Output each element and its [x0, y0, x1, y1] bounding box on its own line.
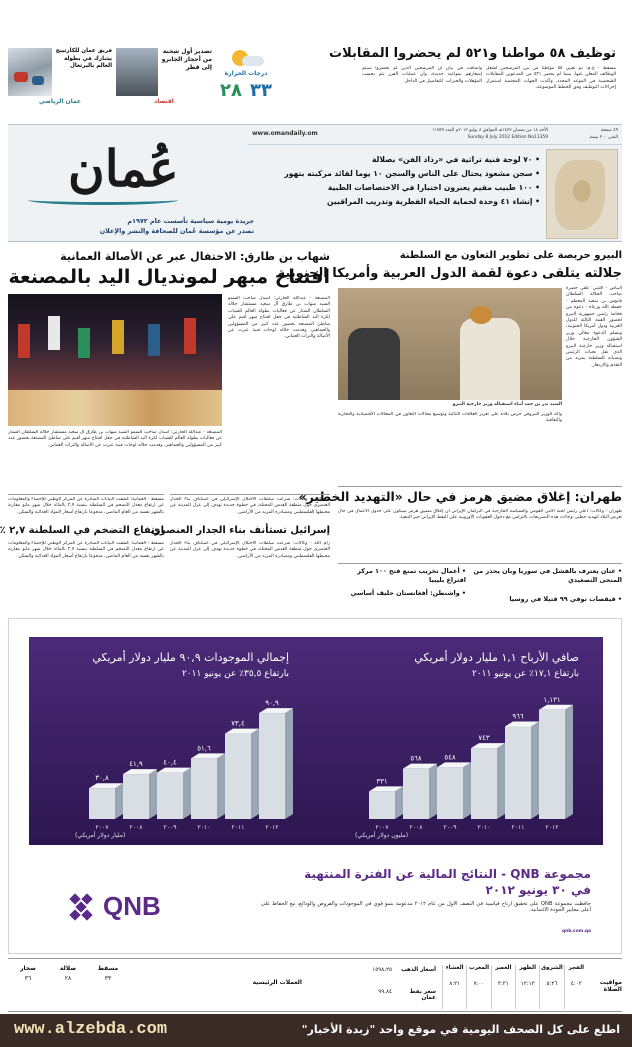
market-box [308, 961, 436, 1011]
chart-bar-side [183, 768, 191, 819]
prayer-time: ٣:٣١ [497, 981, 509, 987]
masthead [8, 124, 622, 242]
tagline2: تصدر عن مؤسسة عُمان للصحافة والنشر والإعلان [99, 227, 254, 235]
inflation-story [0, 494, 164, 612]
prayer-time: ٨:٢١ [449, 981, 461, 987]
chart-value-label: ٩٦٦ [512, 712, 524, 721]
prayer-title: مواقيت الصلاة [599, 979, 622, 993]
chart-bar [369, 791, 395, 819]
masthead-bullets [258, 151, 540, 239]
chart-value-label: ٤١,٩ [129, 760, 143, 769]
chart-category-label: ٢٠٠٧ [375, 824, 389, 831]
logo-text: عُمان [68, 139, 179, 198]
right-photo[interactable] [338, 288, 562, 400]
top-headline[interactable]: توظيف ٥٨ مواطنا و٥٢١ لم يحضروا المقابلات [329, 46, 616, 61]
footer-site[interactable]: www.alzebda.com [14, 1020, 168, 1039]
chart-bar-side [395, 786, 403, 819]
left-story [8, 250, 330, 490]
inflation-headline[interactable]: ارتفاع التضخم في السلطنة ٢,٧ ٪ [0, 525, 164, 536]
chart-bar-side [285, 708, 293, 819]
chart-unit-label: (مليون دولار أمريكي) [355, 832, 409, 839]
prayer-col [564, 965, 588, 1009]
chart-unit-label: (مليار دولار أمريكي) [75, 832, 126, 839]
top-story-text: مسقط - ع.م: تم تعيين ٥٨ مواطنا من بين المرشحين لشغل الوظائف المعلن عنها، بينما لم يحضر ٥٢١ من المدعوين للمقابلات الشخصية في الموعد المحدد، وأكدت الجهات المختصة استمرار إجراءات التوظيف وفق الخطط الموضوعة. [486, 66, 616, 91]
oil-label: سعر نفط عمان [409, 989, 436, 1001]
prayer-time: ١٢:١٣ [520, 981, 535, 987]
footer-tables [8, 958, 622, 1012]
chart-bar-side [429, 764, 437, 819]
city-name: مسقط [97, 965, 119, 972]
ad-chart-band [29, 637, 603, 845]
chart-value-label: ٣٣١ [376, 777, 388, 786]
weather-box [216, 48, 276, 112]
tehran-bullet[interactable]: • أعمال تخريب تمنع فتح ١٠٠ مركز اقتراع بليبيا [357, 567, 466, 584]
prayer-col [466, 965, 490, 1009]
chart-category-label: ٢٠٠٩ [443, 824, 457, 831]
chart-value-label: ٧٤٣ [478, 734, 490, 743]
chart-bar-side [115, 783, 123, 819]
prayer-col [515, 965, 539, 1009]
right-chart [349, 691, 579, 841]
qnb-logo[interactable] [69, 889, 209, 925]
cloud-icon [242, 56, 264, 66]
date-bar [248, 127, 622, 145]
chart-category-label: ٢٠١١ [231, 824, 245, 831]
left-headline[interactable]: افتتاح مبهر لمونديال اليد بالمصنعة [8, 266, 330, 288]
israel-body: رام الله - وكالات: شرعت سلطات الاحتلال الإسرائيلي في استئناف بناء الجدار العنصري حول منطقة القدس المحتلة، في خطوة جديدة تهدف إلى عزل المدينة عن محيطها الفلسطيني ومصادرة المزيد من الأراضي. [170, 541, 330, 559]
chart-value-label: ٥٦٨ [410, 754, 422, 763]
city-temp: ٣٦ [24, 975, 32, 982]
chart-category-label: ٢٠٠٨ [129, 824, 143, 831]
prayer-name: الظهر [519, 965, 536, 971]
chart-value-label: ٥١,٦ [197, 744, 211, 753]
gold-value: ١٥٩٨,٢٥ [372, 967, 392, 973]
weather-label: درجات الحرارة [224, 70, 268, 77]
prayer-name: المغرب [468, 965, 490, 971]
qnb-logo-mark [69, 893, 97, 921]
tehran-bullet[interactable]: • واشنطن: أفغانستان حليف أساسي [350, 589, 466, 597]
temp-high: ٣٣ [250, 80, 272, 101]
chart-bar [403, 769, 429, 819]
chart-category-label: ٢٠١٢ [265, 824, 279, 831]
chart-category-label: ٢٠٠٨ [409, 824, 423, 831]
right-chart-title: صافي الأرباح ١,١ مليار دولار أمريكي [414, 651, 579, 664]
prayer-name: العصر [495, 965, 512, 971]
chart-bar [259, 713, 285, 819]
teaser1-section: اقتصاد [154, 98, 174, 105]
chart-category-label: ٢٠٠٧ [95, 824, 109, 831]
qnb-ad[interactable] [8, 618, 622, 954]
prayer-name: الشروق [541, 965, 563, 971]
left-story-body: المصنعة - عبدالله الحارثي: أسدل صاحب السمو السيد شهاب بن طارق آل سعيد مستشار جلالة السلطان الستار عن فعاليات بطولة العالم للشباب لكرة اليد الشاطئية في حفل افتتاح مبهر أقيم على شاطئ المصنعة بحضور عدد كبير من المسؤولين والجماهير، وقدمت خلاله لوحات فنية عبرت عن الأصالة والتراث العماني. [228, 296, 330, 340]
israel-story [150, 494, 330, 612]
prayer-columns [442, 965, 588, 1009]
top-strip [8, 44, 622, 122]
chart-bar [437, 767, 463, 819]
chart-bar-side [149, 769, 157, 819]
teaser2-photo[interactable] [8, 48, 52, 96]
chart-bar [471, 748, 497, 819]
right-story-sub-body: وأكد الوزير البيروفي حرص بلاده على تعزيز العلاقات الثنائية وتوسيع مجالات التعاون في المجالات الاقتصادية والتجارية والثقافية. [338, 412, 562, 424]
right-kicker[interactable]: البيرو حريصة على تطوير التعاون مع السلطنة [399, 250, 622, 261]
price: الثمن ٢٠٠ بيسة [589, 135, 618, 140]
teaser1-title[interactable]: تصدير أول شحنة من أحجار الجابرو إلى قطر [161, 48, 212, 71]
results-text: حافظت مجموعة QNB على تحقيق أرباح قياسية في النصف الأول من عام ٢٠١٢ مدعومة بنمو قوي في الموجودات والقروض والودائع، مع الحفاظ على أعلى معايير الجودة الائتمانية. [261, 901, 591, 914]
tehran-bullet[interactable]: • عنان يعترف بالفشل في سوريا وبان يحذر من المنحى التصعيدي [473, 567, 622, 584]
left-photo[interactable] [8, 294, 222, 426]
qnb-logo-text: QNB [103, 891, 161, 921]
chart-bar [225, 734, 251, 819]
left-kicker[interactable]: شهاب بن طارق: الاحتفال عبر عن الأصالة العمانية [60, 250, 330, 263]
right-photo-caption: السيد بدر بن حمد أثناء استقباله وزير خارجية البيرو [452, 402, 562, 407]
prayer-time: ٧:٠٠ [473, 981, 485, 987]
tehran-bullet[interactable]: • قيقصات توفي ٩٩ قتيلا في روسيا [509, 595, 622, 603]
chart-bar-side [565, 705, 573, 819]
israel-headline[interactable]: إسرائيل تستأنف بناء الجدار العنصري [150, 525, 330, 536]
bullet-item[interactable]: • إنشاء ٤١ وحدة لحماية الحياة الفطرية وتدريب المراقبين [327, 197, 540, 206]
date-line: الأحد ١٨ من شعبان ١٤٣٣هـ الموافق ٨ يوليو ٢٠١٢م العدد ١١٣٥٩ [432, 128, 548, 133]
results-date: في ٣٠ يونيو ٢٠١٢ [485, 883, 591, 897]
city-temp: ٣٣ [104, 975, 112, 982]
footer-banner[interactable] [0, 1014, 632, 1047]
issue-no: ٤٩ صفحة [600, 128, 618, 133]
website[interactable]: www.omandaily.om [252, 130, 318, 137]
oil-value: ٩٩,٨٤ [378, 989, 392, 995]
prayer-table [442, 961, 622, 1011]
logo[interactable] [28, 139, 248, 215]
ad-website[interactable]: qnb.com.qa [561, 929, 591, 934]
chart-category-label: ٢٠١٠ [197, 824, 211, 831]
chart-category-label: ٢٠١١ [511, 824, 525, 831]
tehran-body: طهران - وكالات: أعلن رئيس لجنة الأمن القومي والسياسة الخارجية في البرلمان الإيراني أن إغلاق مضيق هرمز سيكون على جدول الأعمال في حال تعرض البلاد لتهديد خطير، وجاءت هذه التصريحات بالتزامن مع دخول العقوبات الأوروبية على النفط الإيراني حيز التنفيذ. [338, 509, 622, 521]
chart-value-label: ٧٣,٤ [231, 719, 245, 728]
tehran-story [298, 486, 622, 614]
right-story-body: البياض - الليثي: تلقى حضرة صاحب الجلالة السلطان قابوس بن سعيد المعظم - حفظه الله ورعاه - دعوة من فخامة رئيس جمهورية البيرو لحضور القمة الثالثة للدول العربية ودول أمريكا الجنوبية، وتسلم الدعوة معالي وزير الشؤون الخارجية خلال استقباله وزير خارجية البيرو الذي نقل تحيات الرئيس وتمنياته للسلطنة بمزيد من التقدم والازدهار. [566, 286, 622, 368]
gold-label: أسعار الذهب [401, 967, 436, 973]
city-temp: ٢٨ [64, 975, 72, 982]
left-chart-sub: بارتفاع ٣٥,٥٪ عن يونيو ٢٠١١ [181, 669, 289, 679]
chart-bar-side [251, 729, 259, 819]
city-temps [8, 961, 128, 1011]
bullet-item[interactable]: • ٧٠ لوحة فنية تراثية في «رذاذ الفن» بصلالة [371, 155, 540, 164]
chart-bar [539, 710, 565, 819]
left-story-body-2: المصنعة - عبدالله الحارثي: أسدل صاحب السمو السيد شهاب بن طارق آل سعيد مستشار جلالة السلطان الستار عن فعاليات بطولة العالم للشباب لكرة اليد الشاطئية في حفل افتتاح مبهر أقيم على شاطئ المصنعة بحضور عدد كبير من المسؤولين والجماهير، وقدمت خلاله لوحات فنية عبرت عن الأصالة والتراث العماني. [8, 430, 222, 448]
chart-value-label: ٩٠,٩ [265, 699, 279, 708]
chart-bar [191, 758, 217, 819]
bullet-item[interactable]: • سجن مشعوذ يحتال على الناس والسجن ١٠ يوما لقائد مركبته بتهور [284, 169, 540, 178]
results-title: مجموعة QNB - النتائج المالية عن الفترة المنتهية [304, 867, 591, 881]
oman-map-image [546, 149, 618, 239]
top-story-text-2: وأضافت في بيان أن المرشحين الذين لم يحضروا سيتم إشعارهم بمواعيد جديدة، وأن عمليات الفرز تتم بحسب المؤهلات والخبرات. للتفاصيل في الداخل [362, 66, 482, 84]
chart-value-label: ٣٠,٨ [95, 774, 109, 783]
chart-value-label: ٥٤٨ [444, 753, 456, 762]
chart-bar [157, 773, 183, 819]
chart-bar [89, 788, 115, 819]
chart-bar-side [531, 722, 539, 820]
prayer-name: الفجر [568, 965, 585, 971]
currency-label: العملات الرئيسية [252, 979, 302, 986]
chart-bar-side [217, 753, 225, 819]
tehran-headline[interactable]: طهران: إغلاق مضيق هرمز في حال «التهديد الخطير» [298, 489, 622, 504]
city-name: صلالة [59, 965, 77, 972]
footer-slogan: اطلع على كل الصحف اليومية في موقع واحد "زبدة الأخبار" [301, 1023, 620, 1036]
chart-category-label: ٢٠١٠ [477, 824, 491, 831]
prayer-col [442, 965, 466, 1009]
chart-bar [123, 774, 149, 819]
prayer-time: ٥:٢٦ [546, 981, 558, 987]
bullet-item[interactable]: • ١٠٠ طبيب مقيم يعبرون اختبارا في الاختصاصات الطبية [327, 183, 540, 192]
left-chart [69, 691, 299, 841]
city-name: صحار [20, 965, 36, 972]
chart-bar [505, 727, 531, 820]
inflation-body: مسقط - العمانية: كشفت البيانات الصادرة عن المركز الوطني للإحصاء والمعلومات عن ارتفاع معدل التضخم في السلطنة بنسبة ٢,٧ بالمائة خلال شهر مايو مقارنة بالشهر نفسه من العام الماضي، مدفوعا بارتفاع أسعار المواد الغذائية والسكن. [8, 541, 164, 559]
prayer-col [539, 965, 563, 1009]
temp-low: ٢٨ [220, 80, 242, 101]
chart-category-label: ٢٠١٢ [545, 824, 559, 831]
chart-value-label: ١,١٣١ [543, 695, 561, 704]
tagline1: جريدة يومية سياسية تأسست عام ١٩٧٢م [127, 217, 254, 225]
israel-body-top: رام الله - وكالات: شرعت سلطات الاحتلال الإسرائيلي في استئناف بناء الجدار العنصري حول منطقة القدس المحتلة، في خطوة جديدة تهدف إلى عزل المدينة عن محيطها الفلسطيني ومصادرة المزيد من الأراضي. [170, 497, 330, 515]
teaser2-title[interactable]: فريق عمان للكارتينج يشارك في بطولة العالم بالبرتغال [55, 48, 112, 70]
logo-swoosh [28, 195, 178, 205]
prayer-time: ٤:٠٢ [570, 981, 582, 987]
date-en: Sunday 8 July 2012 Edition No11359 [467, 135, 548, 140]
prayer-col [491, 965, 515, 1009]
inflation-body-top: مسقط - العمانية: كشفت البيانات الصادرة عن المركز الوطني للإحصاء والمعلومات عن ارتفاع معدل التضخم في السلطنة بنسبة ٢,٧ بالمائة خلال شهر مايو مقارنة بالشهر نفسه من العام الماضي، مدفوعا بارتفاع أسعار المواد الغذائية والسكن. [8, 497, 164, 515]
chart-category-label: ٢٠٠٩ [163, 824, 177, 831]
left-chart-title: إجمالي الموجودات ٩٠,٩ مليار دولار أمريكي [92, 651, 289, 664]
prayer-name: العشاء [445, 965, 464, 971]
chart-bar-side [463, 762, 471, 819]
right-headline[interactable]: جلالته يتلقى دعوة لقمة الدول العربية وأمريكا الجنوبية [277, 266, 622, 281]
right-chart-sub: بارتفاع ١٧,١٪ عن يونيو ٢٠١١ [471, 669, 579, 679]
teaser1-photo[interactable] [116, 48, 158, 96]
chart-bar-side [497, 743, 505, 819]
teaser2-section: عمان الرياضي [39, 98, 81, 105]
chart-value-label: ٤٠,٤ [163, 758, 177, 767]
